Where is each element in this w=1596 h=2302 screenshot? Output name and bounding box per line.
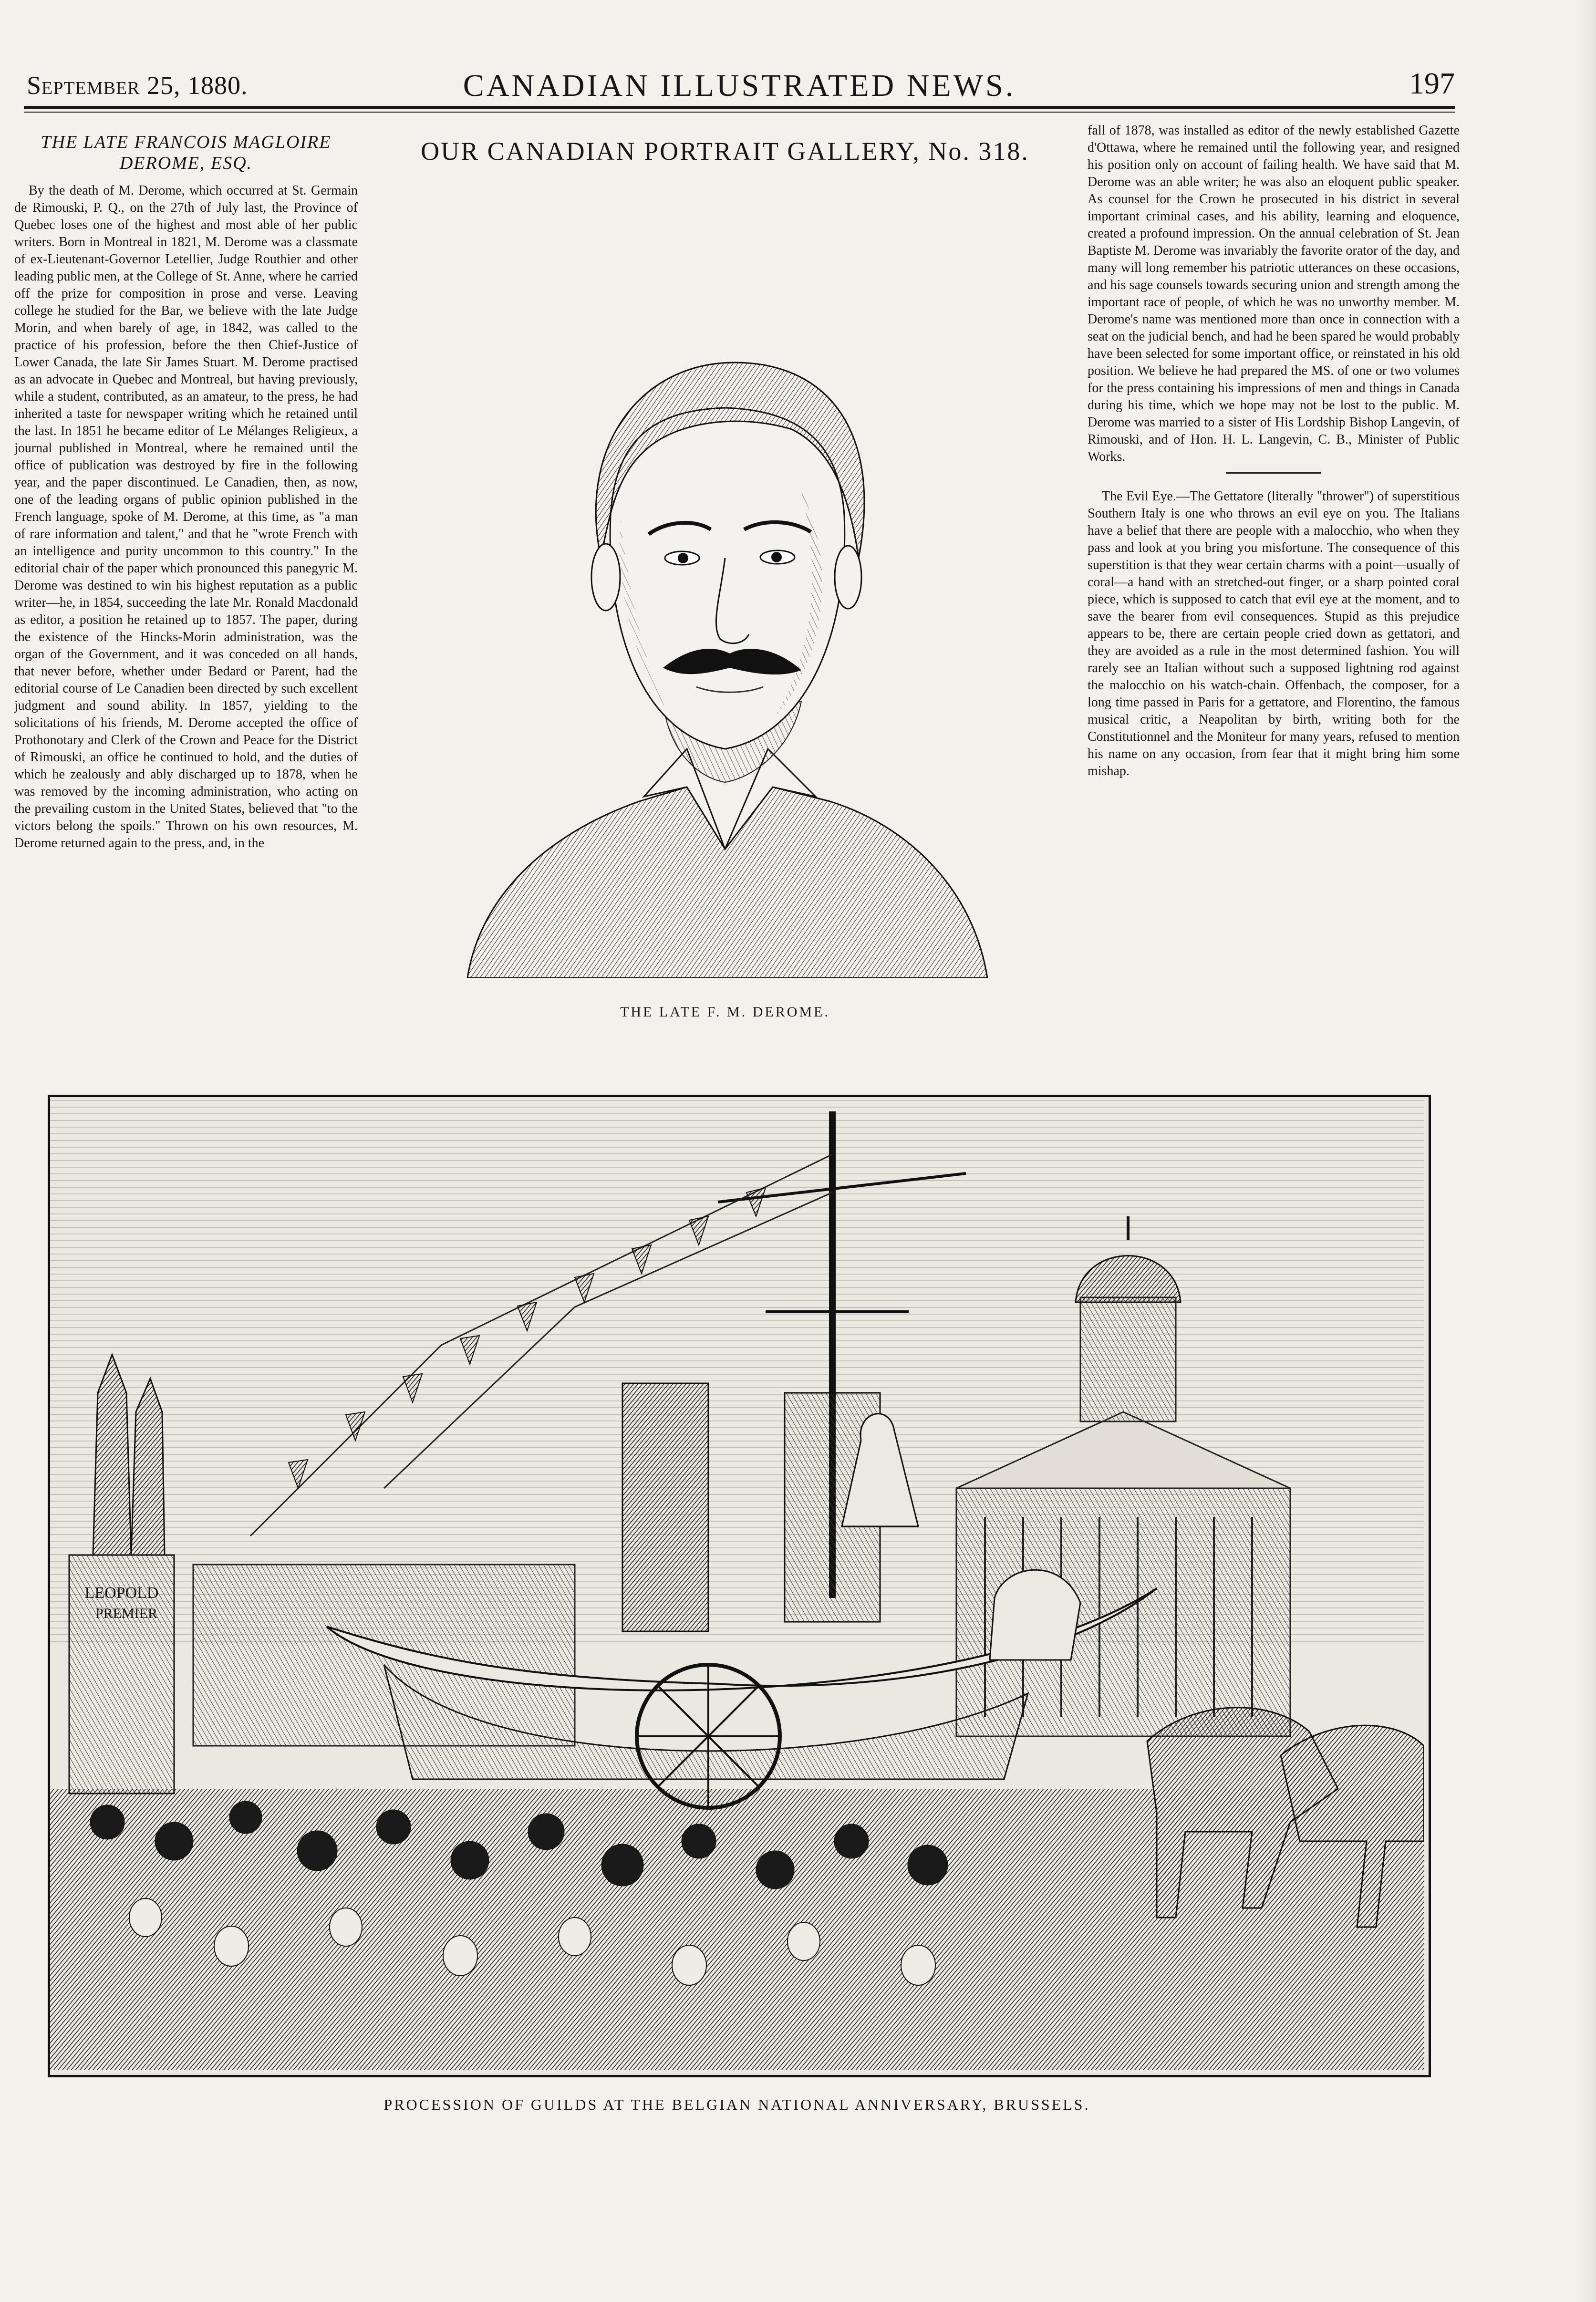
header-rule-thin — [24, 112, 1455, 113]
page-edge — [1577, 0, 1596, 2302]
left-column-article — [14, 132, 358, 1038]
article-heading: THE LATE FRANCOIS MAGLOIRE DEROME, ESQ. — [41, 132, 332, 173]
publication-title: CANADIAN ILLUSTRATED NEWS. — [463, 68, 1016, 103]
article-paragraph: By the death of M. Derome, which occurred at St. Germain de Rimouski, P. Q., on the 27th of July last, the Province of Quebec loses one of the highest and most able of her public writers. Born in Montreal in 1821, M. Derome was a classmate of ex-Lieutenant-Governor Letellier, Judge Routhier and other leading public men, at the College of St. Anne, where he carried off the prize for composition in prose and verse. Leaving college he studied for the Bar, we believe with the late Judge Morin, and when barely of age, in 1842, was called to the practice of his profession, before the then Chief-Justice of Lower Canada, the late Sir James Stuart. M. Derome practised as an advocate in Quebec and Montreal, but having previously, while a student, contributed, as an amateur, to the press, he had inherited a taste for newspaper writing which he retained until the last. In 1851 he became editor of Le Mélanges Religieux, a journal published in Montreal, where he remained until the office of publication was destroyed by fire in the following year, and the paper discontinued. Le Canadien, then, as now, one of the leading organs of public opinion published in the French language, spoke of M. Derome, at this time, as "a man of rare information and talent," and that he "wrote French with an intelligence and purity uncommon to this country." In the editorial chair of the paper which pronounced this panegyric M. Derome was destined to win his highest reputation as a public writer—he, in 1854, succeeding the late Mr. Ronald Macdonald as editor, a position he retained up to 1857. The paper, during the existence of the Hincks-Morin administration, was the organ of the Government, and it was conceded on all hands, that never before, whether under Bedard or Parent, had the editorial course of Le Canadien been directed by such excellent judgment and sound ability. In 1857, yielding to the solicitations of his friends, M. Derome accepted the office of Prothonotary and Clerk of the Crown and Peace for the District of Rimouski, an office he continued to hold, and the duties of which he zealously and ably discharged up to 1878, when he was removed by the incoming administration, who acting on the prevailing custom in the United States, believed that "to the victors belong the spoils." Thrown on his own resources, M. Derome returned again to the press, and, in the — [14, 183, 358, 850]
engraving-caption: PROCESSION OF GUILDS AT THE BELGIAN NATIONAL ANNIVERSARY, BRUSSELS. — [383, 2096, 1090, 2113]
portrait-gallery-title: OUR CANADIAN PORTRAIT GALLERY, No. 318. — [421, 137, 1029, 166]
procession-illustration — [50, 1097, 1424, 2070]
procession-engraving — [48, 1095, 1431, 2077]
page-number: 197 — [1409, 66, 1455, 100]
page-header — [24, 61, 1455, 109]
monument-inscription-2: PREMIER — [95, 1606, 158, 1621]
article-continuation: fall of 1878, was installed as editor of the newly established Gazette d'Ottawa, where he remained until the following year, and resigned his position only on account of failing health. We have said that M. Derome was an able writer; he was also an eloquent public speaker. As counsel for the Crown he prosecuted in his district in several important criminal cases, and his ability, learning and eloquence, created a profound impression. On the annual celebration of St. Jean Baptiste M. Derome was invariably the favorite orator of the day, and many will long remember his patriotic utterances on these occasions, and his sage counsels towards securing union and strength among the important race of people, of which he was no unworthy member. M. Derome's name was mentioned more than once in connection with a seat on the judicial bench, and had he been spared he would probably have been selected for some important office, or reinstated in his old position. We believe he had prepared the MS. of one or two volumes for the press containing his impressions of men and things in Canada during his time, which we hope may not be lost to the public. M. Derome was married to a sister of His Lordship Bishop Langevin, of Rimouski, and of Hon. H. L. Langevin, C. B., Minister of Public Works. — [1088, 123, 1460, 464]
evil-eye-paragraph: The Evil Eye.—The Gettatore (literally "thrower") of superstitious Southern Italy is one who throws an evil eye on you. The Italians have a belief that there are people with a malocchio, who when they pass and look at you bring you misfortune. The consequence of this superstition is that they wear certain charms with a point—usually of coral—a hand with an stretched-out finger, or a sharp pointed coral piece, which is supposed to catch that evil eye at the moment, and to save the bearer from evil consequences. Stupid as this prejudice appears to be, there are certain people cried down as gettatori, and they are avoided as a rule in the most determined fashion. You will rarely see an Italian without such a supposed lightning rod against the malocchio on his watch-chain. Offenbach, the composer, for a long time passed in Paris for a gettatore, and Florentino, the famous musical critic, a Neapolitan by birth, writing both for the Constitutionnel and the Moniteur for many years, refused to mention his name on any occasion, from fear that it might bring him some mishap. — [1088, 489, 1460, 778]
portrait-caption: THE LATE F. M. DEROME. — [620, 1004, 830, 1020]
section-separator — [1226, 472, 1321, 474]
portrait-engraving — [439, 291, 1011, 978]
header-date: September 25, 1880. — [27, 71, 248, 100]
monument-inscription-1: LEOPOLD — [84, 1584, 159, 1602]
header-rule — [24, 106, 1455, 109]
right-column-article — [1088, 122, 1460, 1028]
